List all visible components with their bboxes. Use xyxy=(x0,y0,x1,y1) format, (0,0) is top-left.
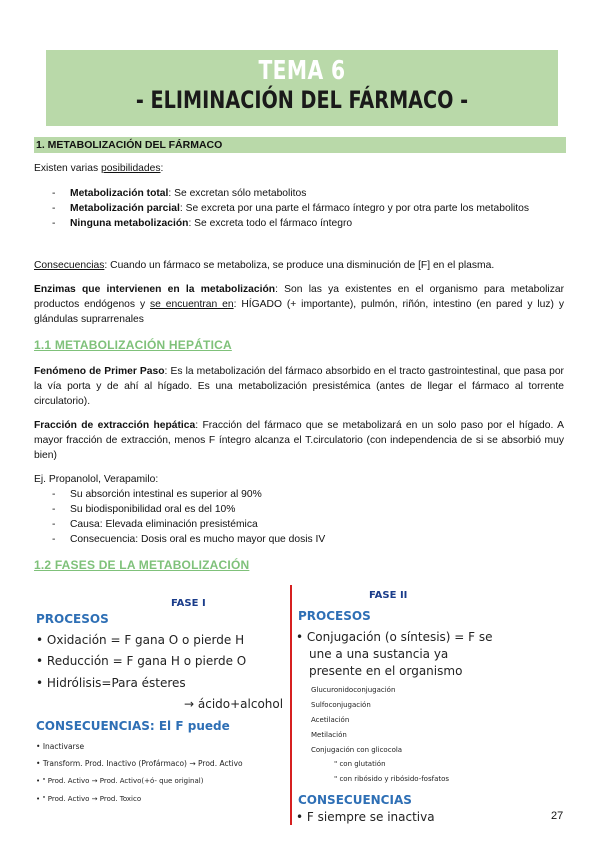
phase1-item: • Reducción = F gana H o pierde O xyxy=(36,654,247,668)
options-list xyxy=(52,186,564,231)
consequences-label: Consecuencias xyxy=(34,260,105,271)
extraction-paragraph: Fracción de extracción hepática: Fracción del fármaco que se metabolizará en un solo paso por el hígado. A mayor fracción de extracción, menos F íntegro alcanza el T.circulatorio (con independencia de si se absorbió muy bien) xyxy=(34,420,564,461)
phase1-consequences-title: CONSECUENCIAS: El F puede xyxy=(36,719,230,733)
page-title-line1: TEMA 6 xyxy=(258,56,346,86)
phase2-conjugation-line: une a una sustancia ya xyxy=(309,647,449,661)
phase1-consequence: • Inactivarse xyxy=(36,742,85,751)
phase2-subtype: " con ribósido y ribósido-fosfatos xyxy=(334,775,450,783)
phase2-title: FASE II xyxy=(369,590,408,601)
phase2-type: Metilación xyxy=(311,731,347,739)
phase2-subtype: " con glutatión xyxy=(334,760,386,768)
list-item: - Su absorción intestinal es superior al 90% xyxy=(52,489,262,500)
phase2-conjugation-line: presente en el organismo xyxy=(309,664,463,678)
phase2-consequences-title: CONSECUENCIAS xyxy=(298,793,412,807)
intro-prefix: Existen varias xyxy=(34,163,101,174)
list-item: - Consecuencia: Dosis oral es mucho mayor que dosis IV xyxy=(52,534,326,545)
subheading-1-1: 1.1 METABOLIZACIÓN HEPÁTICA xyxy=(34,338,232,352)
list-item: - Causa: Elevada eliminación presistémica xyxy=(52,519,258,530)
phase1-title: FASE I xyxy=(171,598,206,609)
list-item: - Metabolización parcial: Se excreta por una parte el fármaco íntegro y por otra parte los metabolitos xyxy=(52,203,530,214)
phase2-type: Glucuronidoconjugación xyxy=(311,686,396,694)
enzymes-paragraph: Enzimas que intervienen en la metabolización: Son las ya existentes en el organismo para metabolizar productos endógenos y se encuentran en: HÍGADO (+ importante), pulmón, riñón, intestino (en pared y luz) y glándulas suprarrenales xyxy=(34,284,565,325)
phases-figure xyxy=(34,585,564,825)
hydrolysis-result: → ácido+alcohol xyxy=(184,697,284,711)
phase2-consequence: • F siempre se inactiva xyxy=(296,810,435,824)
phase2-type: Acetilación xyxy=(311,716,350,724)
phase1-consequence: • " Prod. Activo → Prod. Activo(+ó- que original) xyxy=(36,777,204,785)
title-banner xyxy=(46,50,558,126)
phase1-item: • Oxidación = F gana O o pierde H xyxy=(36,633,245,647)
phase2-procesos: PROCESOS xyxy=(298,609,371,623)
red-divider xyxy=(290,585,292,825)
page-title-line2: - ELIMINACIÓN DEL FÁRMACO - xyxy=(135,86,469,114)
phase2-type: Conjugación con glicocola xyxy=(311,746,403,754)
list-item: - Metabolización total: Se excretan sólo metabolitos xyxy=(52,188,307,199)
phase2-type: Sulfoconjugación xyxy=(311,701,371,709)
list-item: - Ninguna metabolización: Se excreta todo el fármaco íntegro xyxy=(52,218,353,229)
list-item: - Su biodisponibilidad oral es del 10% xyxy=(52,504,236,515)
first-pass-paragraph: Fenómeno de Primer Paso: Es la metabolización del fármaco absorbido en el tracto gastrointestinal, que pasa por la vía porta y de ahí al hígado. Es una metabolización presistémica (antes de llegar el fármaco al torrente circulatorio). xyxy=(34,366,564,407)
phase1-consequence: • Transform. Prod. Inactivo (Profármaco) → Prod. Activo xyxy=(36,759,243,768)
section-heading-1: 1. METABOLIZACIÓN DEL FÁRMACO xyxy=(34,137,566,153)
example-list xyxy=(52,487,564,547)
phase1-consequence: • " Prod. Activo → Prod. Toxico xyxy=(36,795,142,803)
subheading-1-2: 1.2 FASES DE LA METABOLIZACIÓN xyxy=(34,558,250,572)
intro-underlined: posibilidades xyxy=(100,163,161,174)
intro-suffix: : xyxy=(160,163,164,174)
intro-paragraph xyxy=(34,161,564,176)
phase2-conjugation-line: • Conjugación (o síntesis) = F se xyxy=(296,630,493,644)
phase1-procesos: PROCESOS xyxy=(36,612,109,626)
page-number: 27 xyxy=(551,810,564,822)
consequences-paragraph: Consecuencias: Cuando un fármaco se metaboliza, se produce una disminución de [F] en el plasma. xyxy=(34,260,495,271)
phase1-item: • Hidrólisis=Para ésteres xyxy=(36,676,186,690)
example-line: Ej. Propanolol, Verapamilo: xyxy=(34,474,159,485)
